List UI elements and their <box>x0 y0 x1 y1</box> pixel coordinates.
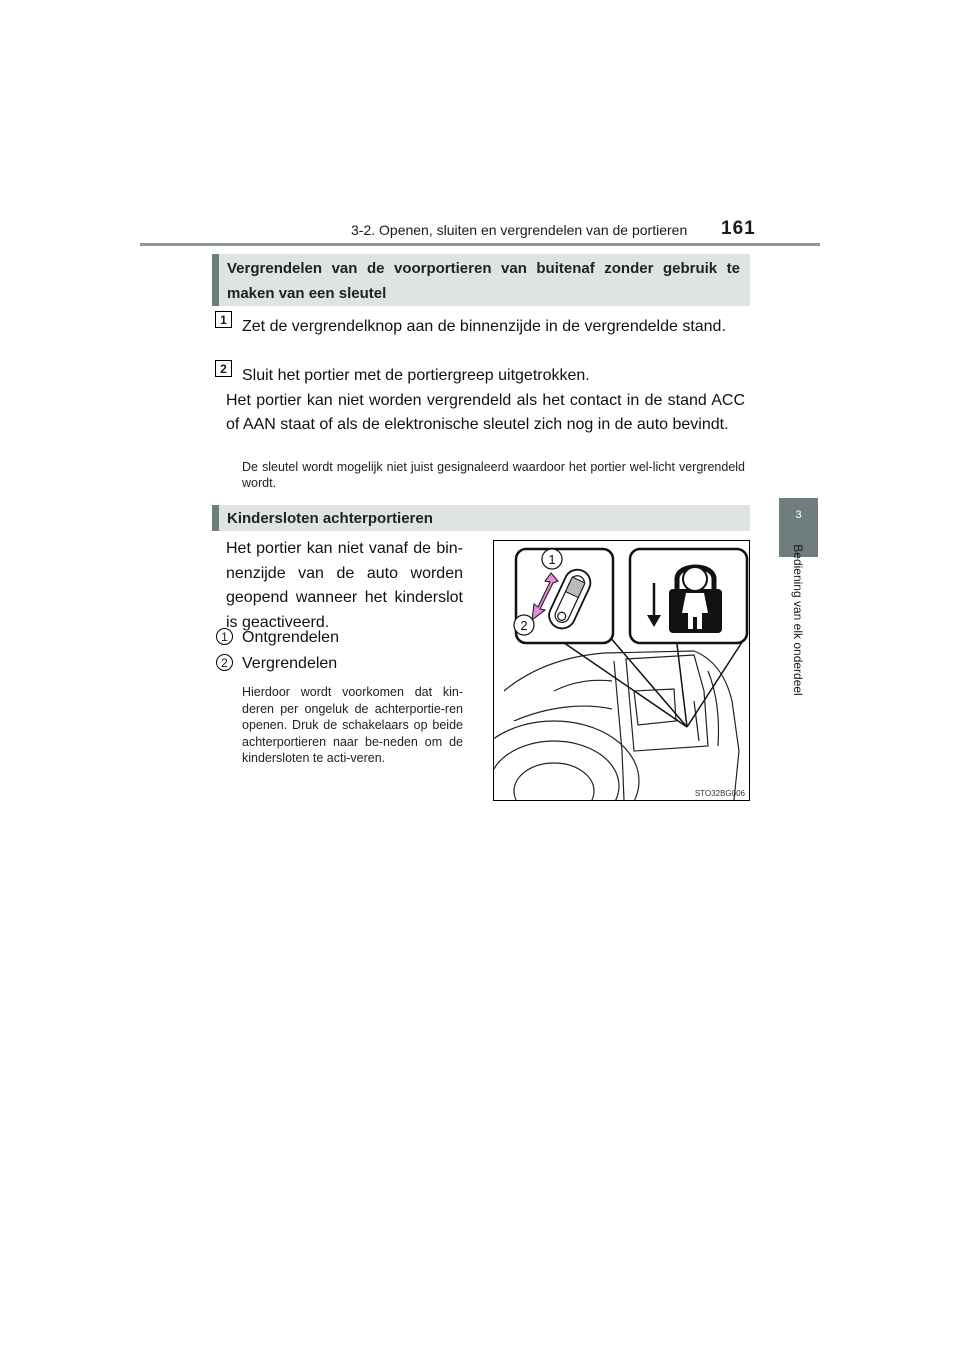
locking-body-text: Het portier kan niet worden vergrendeld als het contact in de stand ACC of AAN staat of als de elektronische sleutel zich nog in de auto bevindt. <box>226 392 745 433</box>
section-heading-child-lock: Kindersloten achterportieren <box>212 505 750 531</box>
page-number: 161 <box>721 218 756 239</box>
chapter-side-label-text: Bediening van elk onderdeel <box>791 544 805 696</box>
callout-2: 2 <box>520 618 528 633</box>
child-lock-illustration <box>493 540 750 801</box>
step-text-1: Zet de vergrendelknop aan de binnenzijde in de vergrendelde stand. <box>242 318 726 335</box>
step-number-2: 2 <box>215 360 232 377</box>
step-text-2: Sluit het portier met de portiergreep uitgetrokken. <box>242 367 590 384</box>
child-lock-note: Hierdoor wordt voorkomen dat kin-deren per ongeluk de achterportie-ren openen. Druk de schakelaars op beide achterportieren naar be-neden om de kindersloten te acti-veren. <box>242 685 463 766</box>
item-number-2: 2 <box>216 654 233 671</box>
figure-code: STO32BG006 <box>694 789 745 798</box>
item-text-unlock: Ontgrendelen <box>242 629 339 646</box>
child-lock-body-text: Het portier kan niet vanaf de bin-nenzijde van de auto worden geopend wanneer het kinderslot is geactiveerd. <box>226 540 463 631</box>
running-header-title: 3-2. Openen, sluiten en vergrendelen van de portieren <box>351 222 688 238</box>
header-rule <box>140 243 820 246</box>
callout-1: 1 <box>548 552 556 567</box>
item-number-1: 1 <box>216 628 233 645</box>
item-text-lock: Vergrendelen <box>242 655 338 672</box>
locking-note: De sleutel wordt mogelijk niet juist gesignaleerd waardoor het portier wel-licht vergrendeld wordt. <box>242 460 745 490</box>
section-heading-locking: Vergrendelen van de voorportieren van buitenaf zonder gebruik te maken van een sleutel <box>212 254 750 306</box>
step-number-1: 1 <box>215 311 232 328</box>
child-lock-drawing <box>494 541 749 800</box>
chapter-side-label <box>791 544 805 696</box>
chapter-tab-number: 3 <box>795 509 802 521</box>
